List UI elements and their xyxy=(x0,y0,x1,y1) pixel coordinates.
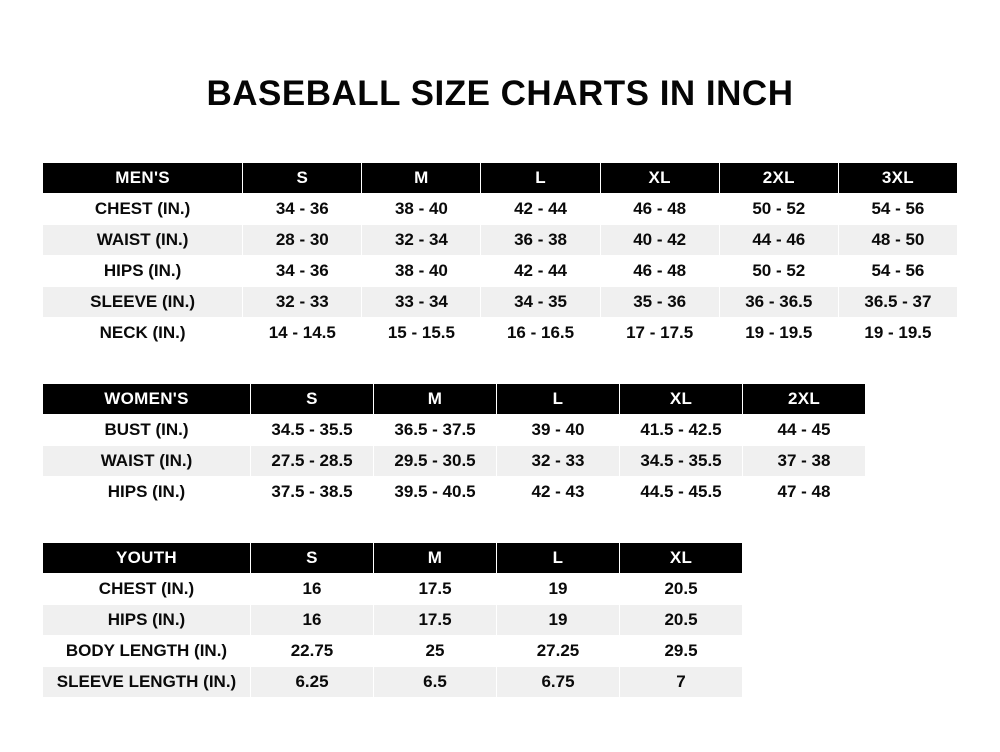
mens-header-3xl: 3XL xyxy=(838,163,957,194)
youth-hips-m: 17.5 xyxy=(374,605,497,636)
mens-hips-s: 34 - 36 xyxy=(243,256,362,287)
womens-header-m: M xyxy=(374,384,497,415)
mens-chest-s: 34 - 36 xyxy=(243,194,362,225)
charts-container xyxy=(0,162,1000,698)
mens-sleeve-xl: 35 - 36 xyxy=(600,287,719,318)
womens-header-xl: XL xyxy=(620,384,743,415)
youth-row-label-chest: CHEST (IN.) xyxy=(43,574,251,605)
womens-bust-xl: 41.5 - 42.5 xyxy=(620,415,743,446)
youth-chest-l: 19 xyxy=(497,574,620,605)
mens-table-header-row xyxy=(43,163,958,194)
womens-waist-m: 29.5 - 30.5 xyxy=(374,446,497,477)
mens-size-table xyxy=(42,162,958,349)
youth-header-l: L xyxy=(497,543,620,574)
womens-row-label-bust: BUST (IN.) xyxy=(43,415,251,446)
womens-bust-s: 34.5 - 35.5 xyxy=(251,415,374,446)
mens-waist-l: 36 - 38 xyxy=(481,225,600,256)
mens-chest-l: 42 - 44 xyxy=(481,194,600,225)
table-row xyxy=(43,287,958,318)
mens-waist-3xl: 48 - 50 xyxy=(838,225,957,256)
youth-body-length-xl: 29.5 xyxy=(620,636,743,667)
mens-neck-3xl: 19 - 19.5 xyxy=(838,318,957,349)
table-row xyxy=(43,636,743,667)
youth-body-length-s: 22.75 xyxy=(251,636,374,667)
mens-row-label-hips: HIPS (IN.) xyxy=(43,256,243,287)
mens-row-label-sleeve: SLEEVE (IN.) xyxy=(43,287,243,318)
womens-size-table xyxy=(42,383,866,508)
youth-hips-l: 19 xyxy=(497,605,620,636)
mens-waist-m: 32 - 34 xyxy=(362,225,481,256)
mens-chest-m: 38 - 40 xyxy=(362,194,481,225)
youth-header-s: S xyxy=(251,543,374,574)
womens-hips-l: 42 - 43 xyxy=(497,477,620,508)
mens-sleeve-l: 34 - 35 xyxy=(481,287,600,318)
youth-header-xl: XL xyxy=(620,543,743,574)
youth-chest-s: 16 xyxy=(251,574,374,605)
mens-hips-m: 38 - 40 xyxy=(362,256,481,287)
womens-row-label-hips: HIPS (IN.) xyxy=(43,477,251,508)
mens-chest-xl: 46 - 48 xyxy=(600,194,719,225)
mens-chest-2xl: 50 - 52 xyxy=(719,194,838,225)
womens-hips-s: 37.5 - 38.5 xyxy=(251,477,374,508)
youth-hips-xl: 20.5 xyxy=(620,605,743,636)
mens-row-label-neck: NECK (IN.) xyxy=(43,318,243,349)
mens-neck-2xl: 19 - 19.5 xyxy=(719,318,838,349)
mens-header-2xl: 2XL xyxy=(719,163,838,194)
youth-sleeve-length-xl: 7 xyxy=(620,667,743,698)
youth-chest-m: 17.5 xyxy=(374,574,497,605)
mens-header-m: M xyxy=(362,163,481,194)
table-row xyxy=(43,667,743,698)
youth-row-label-sleeve-length: SLEEVE LENGTH (IN.) xyxy=(43,667,251,698)
page-title: BASEBALL SIZE CHARTS IN INCH xyxy=(206,74,794,113)
womens-header-s: S xyxy=(251,384,374,415)
youth-body-length-l: 27.25 xyxy=(497,636,620,667)
youth-header-category: YOUTH xyxy=(43,543,251,574)
womens-bust-m: 36.5 - 37.5 xyxy=(374,415,497,446)
table-row xyxy=(43,605,743,636)
mens-sleeve-2xl: 36 - 36.5 xyxy=(719,287,838,318)
mens-waist-2xl: 44 - 46 xyxy=(719,225,838,256)
mens-sleeve-m: 33 - 34 xyxy=(362,287,481,318)
table-row xyxy=(43,415,866,446)
mens-hips-2xl: 50 - 52 xyxy=(719,256,838,287)
womens-waist-xl: 34.5 - 35.5 xyxy=(620,446,743,477)
table-row xyxy=(43,477,866,508)
mens-header-s: S xyxy=(243,163,362,194)
womens-header-2xl: 2XL xyxy=(743,384,866,415)
table-row xyxy=(43,318,958,349)
mens-sleeve-s: 32 - 33 xyxy=(243,287,362,318)
womens-hips-m: 39.5 - 40.5 xyxy=(374,477,497,508)
mens-hips-l: 42 - 44 xyxy=(481,256,600,287)
womens-hips-xl: 44.5 - 45.5 xyxy=(620,477,743,508)
mens-neck-m: 15 - 15.5 xyxy=(362,318,481,349)
youth-size-table xyxy=(42,542,743,698)
youth-sleeve-length-l: 6.75 xyxy=(497,667,620,698)
youth-sleeve-length-s: 6.25 xyxy=(251,667,374,698)
mens-row-label-chest: CHEST (IN.) xyxy=(43,194,243,225)
youth-hips-s: 16 xyxy=(251,605,374,636)
table-row xyxy=(43,256,958,287)
youth-header-m: M xyxy=(374,543,497,574)
mens-neck-s: 14 - 14.5 xyxy=(243,318,362,349)
womens-row-label-waist: WAIST (IN.) xyxy=(43,446,251,477)
youth-row-label-body-length: BODY LENGTH (IN.) xyxy=(43,636,251,667)
mens-hips-xl: 46 - 48 xyxy=(600,256,719,287)
womens-hips-2xl: 47 - 48 xyxy=(743,477,866,508)
table-row xyxy=(43,225,958,256)
mens-waist-s: 28 - 30 xyxy=(243,225,362,256)
womens-bust-2xl: 44 - 45 xyxy=(743,415,866,446)
mens-header-xl: XL xyxy=(600,163,719,194)
mens-neck-xl: 17 - 17.5 xyxy=(600,318,719,349)
mens-sleeve-3xl: 36.5 - 37 xyxy=(838,287,957,318)
youth-chest-xl: 20.5 xyxy=(620,574,743,605)
womens-waist-s: 27.5 - 28.5 xyxy=(251,446,374,477)
youth-sleeve-length-m: 6.5 xyxy=(374,667,497,698)
womens-bust-l: 39 - 40 xyxy=(497,415,620,446)
table-row xyxy=(43,574,743,605)
womens-header-category: WOMEN'S xyxy=(43,384,251,415)
womens-header-l: L xyxy=(497,384,620,415)
youth-row-label-hips: HIPS (IN.) xyxy=(43,605,251,636)
mens-hips-3xl: 54 - 56 xyxy=(838,256,957,287)
youth-table-header-row xyxy=(43,543,743,574)
mens-waist-xl: 40 - 42 xyxy=(600,225,719,256)
mens-header-category: MEN'S xyxy=(43,163,243,194)
mens-chest-3xl: 54 - 56 xyxy=(838,194,957,225)
womens-waist-2xl: 37 - 38 xyxy=(743,446,866,477)
womens-waist-l: 32 - 33 xyxy=(497,446,620,477)
mens-row-label-waist: WAIST (IN.) xyxy=(43,225,243,256)
womens-table-header-row xyxy=(43,384,866,415)
table-row xyxy=(43,446,866,477)
youth-body-length-m: 25 xyxy=(374,636,497,667)
mens-neck-l: 16 - 16.5 xyxy=(481,318,600,349)
table-row xyxy=(43,194,958,225)
mens-header-l: L xyxy=(481,163,600,194)
